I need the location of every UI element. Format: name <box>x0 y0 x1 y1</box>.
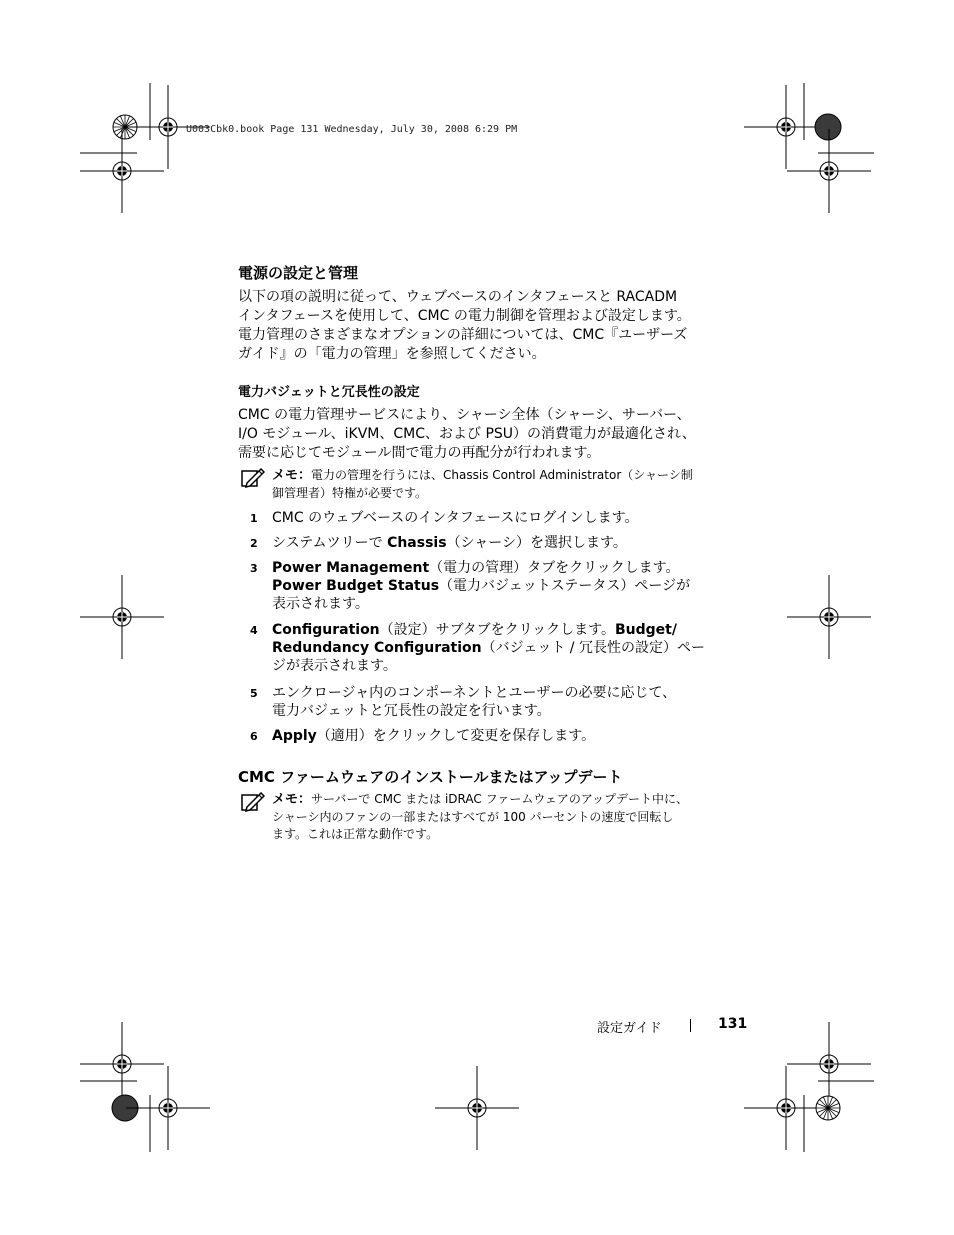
note-text: シャーシ内のファンの一部またはすべてが 100 パーセントの速度で回転し <box>272 809 674 824</box>
footer-guide-title: 設定ガイド <box>597 1021 662 1036</box>
note-pencil-icon <box>241 792 265 812</box>
ui-term-power-budget-status: Power Budget Status <box>272 578 440 594</box>
paragraph-line: I/O モジュール、iKVM、CMC、および PSU）の消費電力が最適化され、 <box>238 426 696 442</box>
step-text: CMC のウェブベースのインタフェースにログインします。 <box>272 510 639 526</box>
step-text: （設定）サブタブをクリックします。 <box>379 622 615 638</box>
section-heading-power: 電源の設定と管理 <box>238 264 359 282</box>
step-number: 1 <box>250 512 258 525</box>
step-number: 4 <box>250 624 258 637</box>
note-label: メモ： <box>272 792 312 807</box>
step-text: 電力バジェットと冗長性の設定を行います。 <box>272 703 551 719</box>
step-text: （電力の管理）タブをクリックします。 <box>429 560 680 576</box>
budget-paragraph <box>238 406 738 463</box>
paragraph-line: インタフェースを使用して、CMC の電力制御を管理および設定します。 <box>238 308 691 324</box>
step-text: （適用）をクリックして変更を保存します。 <box>316 728 596 744</box>
ui-term-budget: Budget/ <box>615 622 677 638</box>
note-block-privilege <box>272 467 742 502</box>
subsection-heading-budget: 電力バジェットと冗長性の設定 <box>238 385 420 400</box>
section-intro-paragraph <box>238 288 738 364</box>
note-text: ます。これは正常な動作です。 <box>272 827 439 841</box>
ui-term-power-management: Power Management <box>272 560 430 576</box>
step-number: 2 <box>250 537 258 550</box>
step-text: （バジェット / 冗長性の設定）ペー <box>481 640 705 656</box>
ui-term-redundancy-configuration: Redundancy Configuration <box>272 640 482 656</box>
ui-term-chassis: Chassis <box>387 535 447 551</box>
step-number: 5 <box>250 687 258 700</box>
section-heading-firmware: CMC ファームウェアのインストールまたはアップデート <box>238 768 623 786</box>
note-label: メモ： <box>272 468 312 483</box>
note-text: 電力の管理を行うには、Chassis Control Administrator（シャーシ制 <box>311 468 693 482</box>
ui-term-apply: Apply <box>272 728 317 744</box>
step-text: ジが表示されます。 <box>272 658 397 674</box>
step-text: エンクロージャ内のコンポーネントとユーザーの必要に応じて、 <box>272 685 677 701</box>
note-pencil-icon <box>241 468 265 488</box>
step-number: 3 <box>250 562 258 575</box>
note-block-firmware <box>272 791 742 844</box>
paragraph-line: ガイド』の「電力の管理」を参照してください。 <box>238 346 546 362</box>
paragraph-line: 電力管理のさまざまなオプションの詳細については、CMC『ユーザーズ <box>238 327 688 343</box>
ui-term-configuration: Configuration <box>272 622 380 638</box>
note-text: 御管理者）特権が必要です。 <box>272 485 428 500</box>
paragraph-line: 需要に応じてモジュール間で電力の再配分が行われます。 <box>238 445 601 461</box>
page-number: 131 <box>718 1016 748 1032</box>
step-text: 表示されます。 <box>272 596 369 612</box>
paragraph-line: 以下の項の説明に従って、ウェブベースのインタフェースと RACADM <box>238 289 678 305</box>
note-text: サーバーで CMC または iDRAC ファームウェアのアップデート中に、 <box>311 792 689 806</box>
print-slug: U003Cbk0.book Page 131 Wednesday, July 30, 2008 6:29 PM <box>186 124 518 135</box>
paragraph-line: CMC の電力管理サービスにより、シャーシ全体（シャーシ、サーバー、 <box>238 407 691 423</box>
step-number: 6 <box>250 730 258 743</box>
footer-separator <box>690 1019 691 1032</box>
step-text: （シャーシ）を選択します。 <box>446 535 627 551</box>
step-text: （電力バジェットステータス）ページが <box>439 578 691 594</box>
step-text: システムツリーで <box>272 535 388 551</box>
